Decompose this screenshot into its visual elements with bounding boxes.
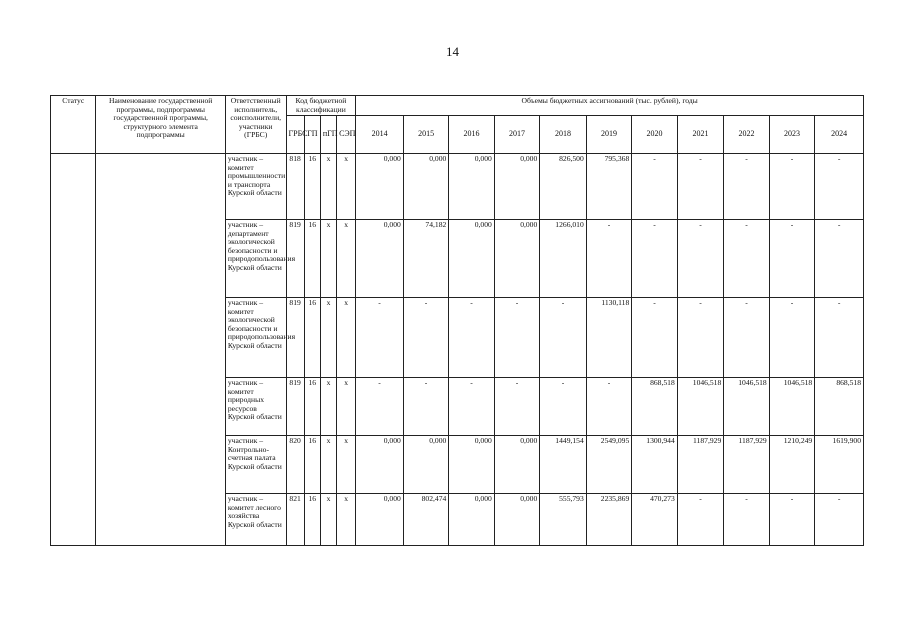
value-cell: - xyxy=(403,298,448,378)
value-cell: - xyxy=(449,378,494,436)
value-cell: 0,000 xyxy=(494,494,539,546)
value-cell: 1130,118 xyxy=(586,298,631,378)
value-cell: 1210,249 xyxy=(769,436,814,494)
value-cell: - xyxy=(769,154,814,220)
code-cell: х xyxy=(337,378,356,436)
value-cell: - xyxy=(356,378,404,436)
header-year: 2017 xyxy=(494,116,539,154)
value-cell: 0,000 xyxy=(494,436,539,494)
table-row xyxy=(51,154,864,220)
value-cell: - xyxy=(677,220,724,298)
value-cell: 0,000 xyxy=(403,154,448,220)
value-cell: 0,000 xyxy=(449,436,494,494)
value-cell: 470,273 xyxy=(632,494,677,546)
code-cell: 821 xyxy=(286,494,304,546)
value-cell: - xyxy=(724,154,769,220)
code-cell: х xyxy=(320,298,336,378)
name-cell xyxy=(96,154,225,546)
code-cell: 819 xyxy=(286,220,304,298)
value-cell: - xyxy=(677,494,724,546)
value-cell: 0,000 xyxy=(449,220,494,298)
value-cell: 1619,900 xyxy=(815,436,864,494)
executor-cell: участник – комитет экологической безопасности и природопользования Курской области xyxy=(225,298,286,378)
executor-cell: участник – комитет промышленности и транспорта Курской области xyxy=(225,154,286,220)
value-cell: 2549,095 xyxy=(586,436,631,494)
value-cell: 0,000 xyxy=(356,220,404,298)
value-cell: - xyxy=(815,220,864,298)
value-cell: - xyxy=(356,298,404,378)
value-cell: 0,000 xyxy=(494,220,539,298)
value-cell: 0,000 xyxy=(449,154,494,220)
executor-cell: участник – Контрольно-счетная палата Курской области xyxy=(225,436,286,494)
value-cell: - xyxy=(540,298,587,378)
value-cell: 0,000 xyxy=(403,436,448,494)
value-cell: - xyxy=(769,298,814,378)
header-year: 2019 xyxy=(586,116,631,154)
code-cell: х xyxy=(337,154,356,220)
value-cell: 0,000 xyxy=(449,494,494,546)
value-cell: 0,000 xyxy=(356,154,404,220)
value-cell: - xyxy=(769,220,814,298)
value-cell: 1187,929 xyxy=(677,436,724,494)
code-cell: х xyxy=(320,220,336,298)
code-cell: 818 xyxy=(286,154,304,220)
code-cell: 16 xyxy=(304,494,320,546)
executor-cell: участник – комитет природных ресурсов Курской области xyxy=(225,378,286,436)
code-cell: х xyxy=(320,378,336,436)
value-cell: - xyxy=(769,494,814,546)
value-cell: - xyxy=(540,378,587,436)
status-cell xyxy=(51,154,96,546)
value-cell: - xyxy=(494,298,539,378)
value-cell: 0,000 xyxy=(356,494,404,546)
executor-cell: участник – комитет лесного хозяйства Курской области xyxy=(225,494,286,546)
value-cell: - xyxy=(632,298,677,378)
header-status: Статус xyxy=(51,96,96,154)
header-year: 2022 xyxy=(724,116,769,154)
value-cell: 868,518 xyxy=(632,378,677,436)
value-cell: 555,793 xyxy=(540,494,587,546)
code-cell: 16 xyxy=(304,436,320,494)
header-year: 2016 xyxy=(449,116,494,154)
value-cell: - xyxy=(677,298,724,378)
value-cell: 795,368 xyxy=(586,154,631,220)
value-cell: 1300,944 xyxy=(632,436,677,494)
code-cell: х xyxy=(337,220,356,298)
value-cell: 826,500 xyxy=(540,154,587,220)
value-cell: - xyxy=(815,494,864,546)
code-cell: 16 xyxy=(304,220,320,298)
value-cell: 802,474 xyxy=(403,494,448,546)
value-cell: - xyxy=(815,298,864,378)
value-cell: 868,518 xyxy=(815,378,864,436)
value-cell: 1266,010 xyxy=(540,220,587,298)
header-year: 2020 xyxy=(632,116,677,154)
code-cell: 819 xyxy=(286,298,304,378)
value-cell: - xyxy=(586,220,631,298)
header-name: Наименование государственной программы, подпрограммы государственной программы, структурного элемента подпрограммы xyxy=(96,96,225,154)
code-cell: х xyxy=(337,298,356,378)
header-code-col: СЭП xyxy=(337,116,356,154)
header-budget-code: Код бюджетной классификации xyxy=(286,96,356,116)
value-cell: 1187,929 xyxy=(724,436,769,494)
code-cell: х xyxy=(337,494,356,546)
value-cell: - xyxy=(494,378,539,436)
value-cell: - xyxy=(586,378,631,436)
code-cell: 819 xyxy=(286,378,304,436)
value-cell: - xyxy=(403,378,448,436)
header-volumes: Объемы бюджетных ассигнований (тыс. рублей), годы xyxy=(356,96,864,116)
code-cell: 820 xyxy=(286,436,304,494)
header-year: 2018 xyxy=(540,116,587,154)
header-code-col: пГП xyxy=(320,116,336,154)
value-cell: 0,000 xyxy=(494,154,539,220)
header-year: 2014 xyxy=(356,116,404,154)
code-cell: 16 xyxy=(304,378,320,436)
value-cell: - xyxy=(632,154,677,220)
value-cell: - xyxy=(449,298,494,378)
value-cell: 1046,518 xyxy=(724,378,769,436)
code-cell: 16 xyxy=(304,154,320,220)
header-executor: Ответственный исполнитель, соисполнители, участники (ГРБС) xyxy=(225,96,286,154)
header-code-col: ГРБС xyxy=(286,116,304,154)
header-year: 2024 xyxy=(815,116,864,154)
page-number: 14 xyxy=(446,44,459,59)
code-cell: х xyxy=(320,494,336,546)
code-cell: 16 xyxy=(304,298,320,378)
value-cell: - xyxy=(632,220,677,298)
value-cell: - xyxy=(724,220,769,298)
header-year: 2015 xyxy=(403,116,448,154)
value-cell: 74,182 xyxy=(403,220,448,298)
value-cell: - xyxy=(724,298,769,378)
value-cell: 2235,869 xyxy=(586,494,631,546)
value-cell: - xyxy=(677,154,724,220)
budget-table xyxy=(50,95,864,546)
value-cell: - xyxy=(724,494,769,546)
header-year: 2023 xyxy=(769,116,814,154)
executor-cell: участник – департамент экологической безопасности и природопользования Курской области xyxy=(225,220,286,298)
value-cell: 1046,518 xyxy=(769,378,814,436)
value-cell: - xyxy=(815,154,864,220)
code-cell: х xyxy=(320,154,336,220)
table-body xyxy=(51,154,864,546)
header-code-col: ГП xyxy=(304,116,320,154)
value-cell: 0,000 xyxy=(356,436,404,494)
value-cell: 1046,518 xyxy=(677,378,724,436)
code-cell: х xyxy=(337,436,356,494)
value-cell: 1449,154 xyxy=(540,436,587,494)
code-cell: х xyxy=(320,436,336,494)
header-year: 2021 xyxy=(677,116,724,154)
